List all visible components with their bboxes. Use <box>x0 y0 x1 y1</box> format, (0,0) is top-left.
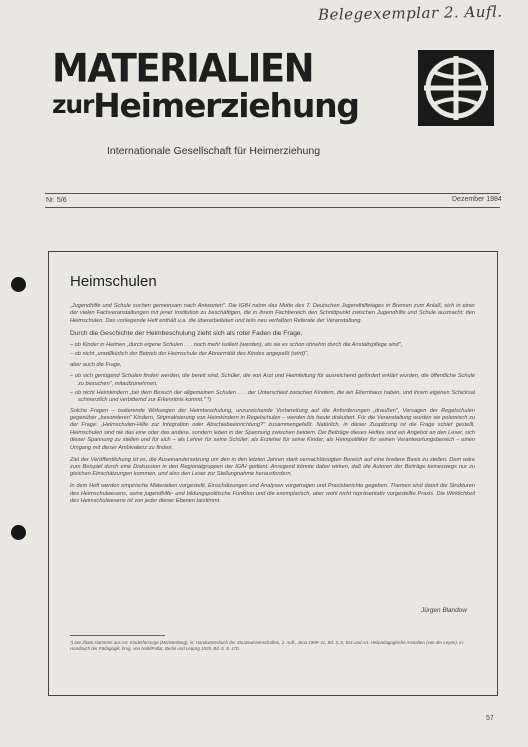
punch-hole-upper <box>11 277 26 292</box>
issue-date: Dezember 1984 <box>452 196 502 203</box>
masthead-prefix: zur <box>52 90 94 119</box>
header-rule-bottom <box>45 207 500 208</box>
author-signature: Jürgen Blandow <box>421 607 467 614</box>
question-list-1 <box>70 342 475 358</box>
list-connector: aber auch die Frage, <box>70 361 122 368</box>
masthead-line2 <box>52 86 372 125</box>
list-item: – ob nicht Heimkindern „bei dem Besuch der allgemeinen Schulen . . . der Unterschied zwischen Kindern, die ein Elternhaus haben, und ihrem eigenen Schicksal schmerzlich und verbitternd zur Erkenntnis kommt." *) <box>70 389 475 404</box>
header-rule-top <box>45 193 500 194</box>
question-lead: Durch die Geschichte der Heimbeschulung zieht sich als roter Faden die Frage, <box>70 329 303 337</box>
list-item: – ob sich genügend Schulen finden werden, die bereit sind, Schüler, die von Arzt und Heimleitung für ausreichend gefördert erklärt wurden, die öffentliche Schule zu besuchen", mitaufzunehmen, <box>70 373 475 387</box>
handwritten-annotation: Belegexemplar 2. Aufl. <box>317 2 503 24</box>
article-body <box>70 303 475 510</box>
body-paragraph: Ziel der Veröffentlichung ist es, die Auseinandersetzung um den in den letzten Jahren stark vernachlässigten Bereich auf eine breitere Basis zu stellen. Dem wäre zum Beispiel durch eine Diskussion in den Regionalgruppen der IGfH gedient. Anregend könnte dabei wirken, daß die Autoren der Beiträge keineswegs nur zu gleichen Einschätzungen kommen, und also den Leser zur Stellungnahme herausfordern. <box>70 456 475 478</box>
masthead-subtitle: Internationale Gesellschaft für Heimerziehung <box>107 145 321 157</box>
masthead-line1: MATERIALIEN <box>52 45 314 92</box>
footnote: *) Die Zitate stammen aus Art. Kinderfürsorge (Münsterberg), in: Handwörterbuch der Staatswissenschaften, 2. Aufl., Jena 1909–11, Bd. 5, S. 831 und Art. Heilpädagogische Anstalten (von der Leyen), in: Handbuch der Pädagogik, hrsg. von Nohl/Pallat, Berlin und Leipzig 1929, Bd. 5, S. 170. <box>70 640 464 651</box>
list-item: – ob nicht „unwillkürlich der Betrieb der Heimschule der Abnormität des Kindes angepaßt (wird)", <box>70 351 309 358</box>
footnote-rule <box>70 635 165 636</box>
page-number: 57 <box>486 715 494 722</box>
question-list-2 <box>70 373 475 404</box>
issue-number: Nr. 5/6 <box>46 197 67 204</box>
intro-paragraph: „Jugendhilfe und Schule suchen gemeinsam nach Antworten". Die IGfH nahm das Motto des 7. Deutschen Jugendhilfetages in Bremen zum Anlaß, sich in einer der vielen Fachveranstaltungen mit jener Institution zu beschäftigen, die in ihrem Fachbereich den Schnittpunkt zwischen Jugendhilfe und Schule ausmacht: den Heimschulen. Das vorliegende Heft enthält u.a. die überarbeiteten und teils neu verfaßten Referate der Veranstaltung. <box>70 303 475 324</box>
list-item: – ob Kinder in Heimen „durch eigene Schulen . . . noch mehr isoliert (werden), als sie es schon ohnehin durch die Anstaltspflege sind", <box>70 342 403 349</box>
igfh-logo-icon <box>418 50 494 126</box>
article-title: Heimschulen <box>70 273 157 290</box>
punch-hole-lower <box>11 525 26 540</box>
masthead-title <box>52 45 372 125</box>
body-paragraph: In dem Heft werden empirische Materialien vorgestellt, Einschätzungen und Analysen vorgetragen und Praxisberichte gegeben. Themen sind damit die Strukturen des Heimschulwesens, seine jugendhilfe- und bildungspolitische Funktion und die exemplarisch, aber wohl nicht repräsentativ vorgestellte Praxis. Die Wirklichkeit des Heimschulwesens ist von jeder dieser Ebenen bestimmt. <box>70 483 475 505</box>
body-paragraph: Solche Fragen – isolierende Wirkungen der Heimbeschulung, unzureichende Vorbereitung auf die Anforderungen „draußen", Versagen der Regelschulen gegenüber „besonderen" Kindern, Stigmatisierung von Heimkindern in Regelschulen – werden bis heute diskutiert. Für die Veranstaltung wurden sie polemisch zu der Frage: „Heimschulen-Hilfe zur Integration oder Abschiebeeinrichtung?" zusammengefaßt. Natürlich, in dieser Zuspitzung ist die Frage schief gestellt. Heimschulen sind nie das eine oder das andere, sondern leben in der Spannung zwischen beidem. Die Beiträge dieses Heftes sind ein Angebot an den Leser, sich dieser Spannung zu stellen und für sich – als Lehrer für seine Schüler, als Erzieher für seine Kinder, als Heimpolitiker für seinen Verantwortungsbereich – einen Umgang mit dieser Ambivalenz zu finden. <box>70 407 475 451</box>
masthead-main: Heimerziehung <box>93 86 359 125</box>
